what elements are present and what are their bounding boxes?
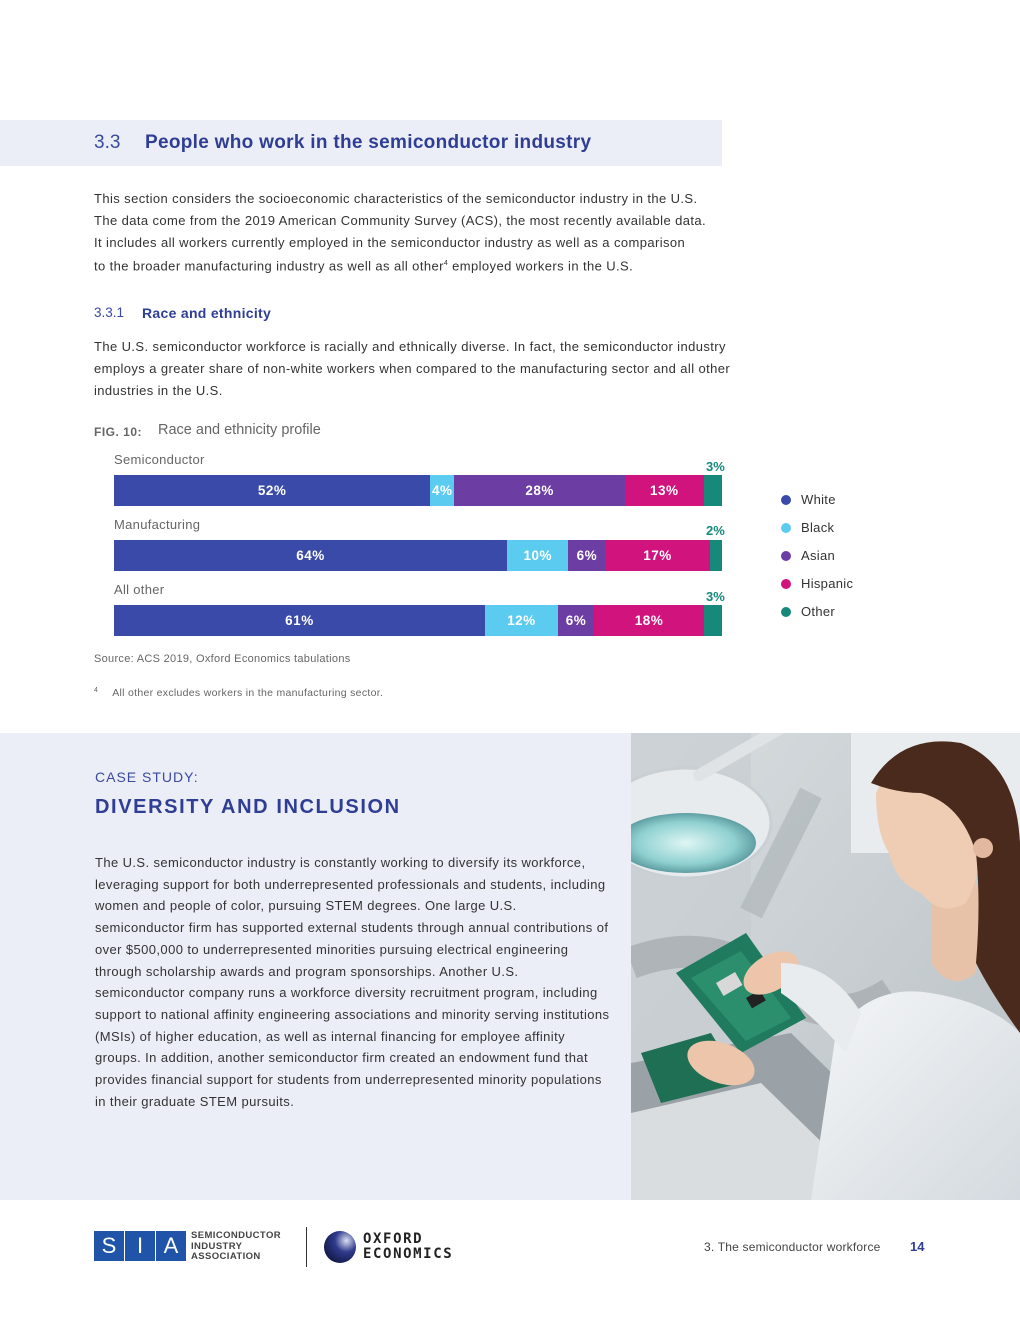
bar-data-label: 28% — [525, 483, 554, 498]
case-study-title: DIVERSITY AND INCLUSION — [95, 796, 401, 818]
figure-title: Race and ethnicity profile — [158, 422, 321, 438]
subsection-number: 3.3.1 — [94, 305, 125, 320]
bar-data-label: 64% — [296, 548, 325, 563]
bar-segment-other — [710, 540, 722, 571]
sia-logo-letter: S — [94, 1231, 124, 1261]
footnote-text: All other excludes workers in the manufacturing sector. — [112, 687, 384, 699]
bar-segment-white — [114, 605, 485, 636]
bar-segment-white — [114, 540, 507, 571]
intro-line-4-end: employed workers in the U.S. — [448, 258, 634, 274]
footnote-ref: 4 — [443, 260, 449, 268]
legend-swatch — [781, 579, 791, 589]
legend-label: Black — [801, 520, 835, 535]
stacked-bar — [114, 605, 722, 636]
sia-logo — [94, 1231, 187, 1261]
bar-segment-asian — [558, 605, 594, 636]
intro-line-4 — [94, 253, 759, 277]
other-data-label: 3% — [706, 459, 725, 474]
bar-segment-black — [430, 475, 454, 506]
bar-segment-hispanic — [625, 475, 704, 506]
stacked-bar — [114, 540, 722, 571]
bar-segment-hispanic — [594, 605, 703, 636]
bar-data-label: 52% — [257, 483, 287, 498]
case-study-text: The U.S. semiconductor industry is constantly working to diversify its workforce, leveraging support for both underrepresented professionals and students, including women and people of color, pursuing STEM degrees. One large U.S. semiconductor firm has supported external students through annual contributions of over $500,000 to underrepresented minorities pursuing electrical engineering through scholarship awards and program sponsorships. Another U.S. semiconductor company runs a workforce diversity recruitment program, including support to national affinity engineering associations and minority serving institutions (MSIs) of higher education, as well as internal financing for employee affinity groups. In addition, another semiconductor firm created an endowment fund that provides financial support for students from underrepresented minority populations in their graduate STEM pursuits. — [95, 855, 610, 1109]
intro-line-3: It includes all workers currently employed in the semiconductor industry as well as a comparison — [94, 234, 686, 250]
legend-item-hispanic — [781, 576, 853, 591]
bar-segment-black — [485, 605, 558, 636]
legend-swatch — [781, 607, 791, 617]
other-data-label: 3% — [706, 589, 725, 604]
lab-photo — [631, 733, 1020, 1200]
bar-data-label: 13% — [649, 483, 679, 498]
figure-source: Source: ACS 2019, Oxford Economics tabulations — [94, 653, 351, 665]
legend-swatch — [781, 523, 791, 533]
bar-segment-black — [507, 540, 568, 571]
bar-data-label: 10% — [523, 548, 553, 563]
oxford-globe-icon — [323, 1230, 357, 1269]
bar-segment-white — [114, 475, 430, 506]
subsection-title: Race and ethnicity — [142, 305, 272, 321]
stacked-bar — [114, 475, 722, 506]
legend-item-white — [781, 492, 836, 507]
intro-paragraph — [94, 188, 759, 278]
legend-swatch — [781, 495, 791, 505]
bar-data-label: 12% — [507, 613, 536, 628]
legend-swatch — [781, 551, 791, 561]
oxford-name-line: ECONOMICS — [363, 1246, 454, 1262]
bar-data-label: 6% — [565, 613, 587, 628]
bar-category-label: Semiconductor — [114, 452, 205, 467]
intro-line-1: This section considers the socioeconomic characteristics of the semiconductor industry in the U.S. — [94, 191, 698, 206]
legend-item-black — [781, 520, 834, 535]
section-title: People who work in the semiconductor industry — [145, 132, 592, 153]
figure-label: FIG. 10: — [94, 425, 143, 439]
legend-label: Hispanic — [801, 576, 854, 591]
footnote-number: 4 — [94, 687, 99, 694]
legend-label: White — [801, 492, 836, 507]
section-number: 3.3 — [94, 132, 121, 153]
sia-logo-letter: A — [156, 1231, 186, 1261]
bar-data-label: 6% — [576, 548, 598, 563]
bar-category-label: Manufacturing — [114, 517, 201, 532]
sia-name-line: SEMICONDUCTOR — [191, 1230, 281, 1241]
intro-line-2: The data come from the 2019 American Community Survey (ACS), the most recently available data. — [94, 212, 707, 228]
bar-data-label: 18% — [634, 613, 664, 628]
subsection-paragraph: The U.S. semiconductor workforce is racially and ethnically diverse. In fact, the semiconductor industry employs a greater share of non-white workers when compared to the manufacturing sector and all other industries in the U.S. — [94, 339, 731, 398]
sia-logo-name — [191, 1231, 281, 1263]
bar-data-label: 61% — [285, 613, 314, 628]
bar-segment-hispanic — [605, 540, 709, 571]
case-study-kicker: CASE STUDY: — [95, 769, 199, 785]
oxford-economics-name — [363, 1232, 453, 1262]
bar-segment-other — [704, 605, 722, 636]
other-data-label: 2% — [706, 523, 725, 538]
sia-name-line: ASSOCIATION — [191, 1251, 261, 1262]
bar-segment-other — [704, 475, 722, 506]
sia-name-line: INDUSTRY — [191, 1240, 243, 1252]
legend-label: Other — [801, 604, 836, 619]
legend-item-other — [781, 604, 835, 619]
lab-photo-illustration — [631, 733, 1020, 1200]
legend-item-asian — [781, 548, 835, 563]
page-number: 14 — [910, 1239, 925, 1254]
bar-segment-asian — [454, 475, 624, 506]
bar-category-label: All other — [114, 582, 165, 597]
bar-data-label: 17% — [643, 548, 672, 563]
footnote — [94, 687, 383, 699]
intro-line-4-text: to the broader manufacturing industry as well as all other — [94, 258, 444, 274]
bar-segment-asian — [568, 540, 605, 571]
footer-section-label: 3. The semiconductor workforce — [704, 1240, 881, 1254]
logo-divider — [306, 1227, 307, 1267]
bar-data-label: 4% — [432, 483, 453, 498]
legend-label: Asian — [801, 548, 836, 563]
sia-logo-letter: I — [125, 1231, 155, 1261]
oxford-name-line: OXFORD — [363, 1231, 424, 1247]
